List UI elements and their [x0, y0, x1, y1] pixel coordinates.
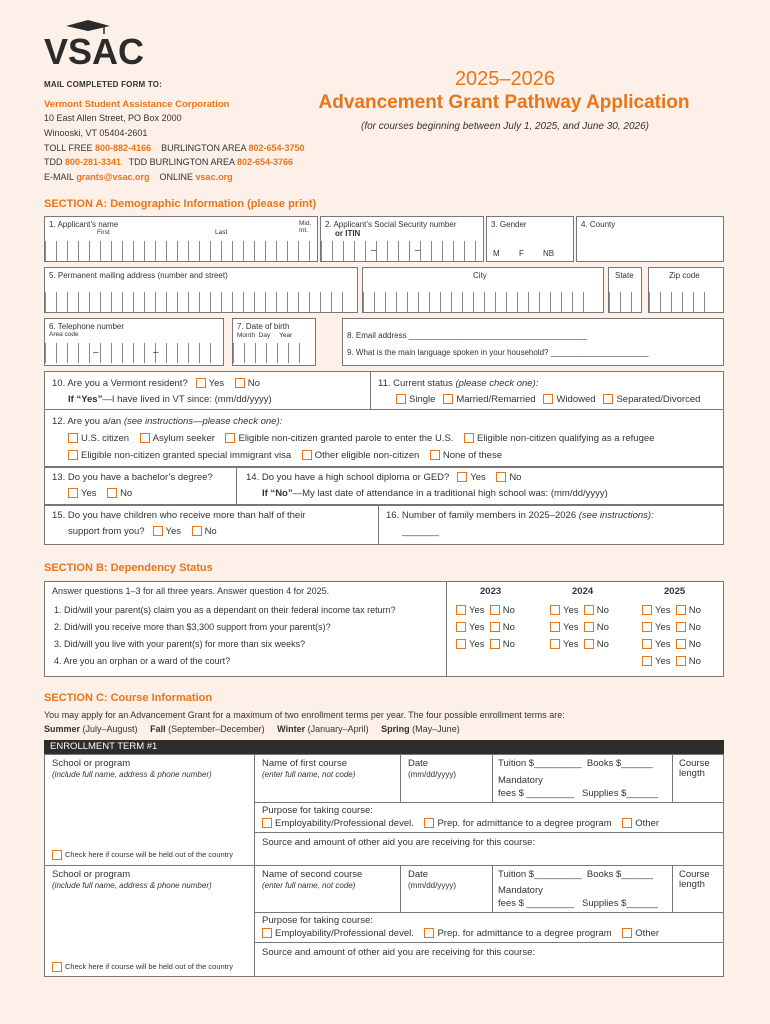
uscitizen-label: U.S. citizen — [81, 433, 130, 444]
tdd-burlington-number: 802-654-3766 — [236, 157, 294, 167]
status-married-checkbox[interactable] — [443, 394, 453, 404]
q5-label: 5. Permanent mailing address (number and street) — [49, 271, 228, 280]
q2b-label: or ITIN — [335, 229, 361, 238]
dep-q1-2025-no[interactable] — [676, 605, 686, 615]
zip-label: Zip code — [669, 271, 700, 280]
burlington-number: 802-654-3750 — [248, 143, 305, 153]
course1-length-label: Course — [679, 758, 710, 769]
dep-q4-2025-no[interactable] — [676, 656, 686, 666]
q15-yes-checkbox[interactable] — [153, 526, 163, 536]
gender-field[interactable] — [486, 216, 574, 262]
status-separated-label: Separated/Divorced — [616, 394, 701, 405]
course2-length-label: Course — [679, 869, 710, 880]
course2-date-format: (mm/dd/yyyy) — [408, 881, 456, 890]
course1-school-instr: (include full name, address & phone number) — [52, 770, 212, 779]
term-winter: Winter — [277, 724, 306, 734]
dep-q2-2023-no[interactable] — [490, 622, 500, 632]
city-field[interactable] — [362, 267, 604, 313]
parole-checkbox[interactable] — [225, 433, 235, 443]
tdd-label: TDD — [44, 157, 63, 167]
course2-name-label: Name of second course — [262, 869, 363, 880]
q14-row — [246, 472, 521, 483]
tdd-line — [44, 157, 293, 167]
status-separated-checkbox[interactable] — [603, 394, 613, 404]
course2-prep-checkbox[interactable] — [424, 928, 434, 938]
vsac-logo — [44, 20, 145, 72]
tdd-number: 800-281-3341 — [65, 157, 122, 167]
q10-no-label: No — [247, 378, 260, 389]
ssn-field[interactable]: 2. Applicant’s Social Security number or ITIN – – — [320, 216, 484, 262]
visa-checkbox[interactable] — [68, 450, 78, 460]
status-single-checkbox[interactable] — [396, 394, 406, 404]
q11-row — [378, 378, 538, 389]
q16-label: 16. Number of family members in 2025–2026 — [386, 510, 577, 521]
dep-q3-2025-no[interactable] — [676, 639, 686, 649]
refugee-checkbox[interactable] — [464, 433, 474, 443]
refugee-label: Eligible non-citizen qualifying as a refugee — [476, 433, 655, 444]
course2-outside-label: Check here if course will be held out of the country — [65, 962, 234, 971]
course1-other-checkbox[interactable] — [622, 818, 632, 828]
q13-yes-checkbox[interactable] — [68, 488, 78, 498]
org-name: Vermont Student Assistance Corporation — [44, 99, 230, 110]
dep-q3-2025: Yes No — [642, 639, 701, 650]
q13-no-label: No — [120, 488, 133, 499]
mid-label: Mid. Int. — [299, 220, 312, 234]
form-subtitle: (for courses beginning between July 1, 2025, and June 30, 2026) — [361, 121, 649, 132]
q10-no-checkbox[interactable] — [235, 378, 245, 388]
dep-q3-2023-yes[interactable] — [456, 639, 466, 649]
phone-line — [44, 143, 305, 153]
state-label: State — [615, 271, 634, 280]
term-spring-range: (May–June) — [412, 724, 460, 734]
q10-yes-checkbox[interactable] — [196, 378, 206, 388]
dep-q2-2023: Yes No — [456, 622, 515, 633]
visa-label: Eligible non-citizen granted special immigrant visa — [81, 450, 292, 461]
q11-options — [396, 394, 700, 405]
county-field[interactable] — [576, 216, 724, 262]
ssn-cells[interactable] — [321, 241, 486, 261]
course2-name-instr: (enter full name, not code) — [262, 881, 356, 890]
course1-costs-row2[interactable]: fees $ _________ Supplies $______ — [498, 788, 659, 799]
section-c-intro: You may apply for an Advancement Grant for a maximum of two enrollment terms per year. The four possible enrollment terms are: — [44, 710, 565, 720]
q14-no-checkbox[interactable] — [496, 472, 506, 482]
course1-name-instr: (enter full name, not code) — [262, 770, 356, 779]
dep-q3-2024-no[interactable] — [584, 639, 594, 649]
course1-name-label: Name of first course — [262, 758, 347, 769]
enrollment-term-bar: ENROLLMENT TERM #1 — [44, 740, 724, 754]
zip-field[interactable] — [648, 267, 724, 313]
section-a-title: SECTION A: Demographic Information (please print) — [44, 198, 317, 210]
q12-instr: (see instructions—please check one): — [123, 416, 283, 427]
course2-outside-checkbox[interactable] — [52, 962, 62, 972]
year-2025-header: 2025 — [664, 586, 686, 597]
dep-q3-2024: Yes No — [550, 639, 609, 650]
dep-q2-2024-no[interactable] — [584, 622, 594, 632]
dep-q2-2024-yes[interactable] — [550, 622, 560, 632]
dep-q1-2023: Yes No — [456, 605, 515, 616]
telephone-field[interactable]: 6. Telephone number Area code – – — [44, 318, 224, 366]
term-summer: Summer — [44, 724, 81, 734]
dep-q1-2023-yes[interactable] — [456, 605, 466, 615]
course2-source-label[interactable]: Source and amount of other aid you are receiving for this course: — [262, 947, 536, 958]
course2-costs-row1[interactable]: Tuition $_________ Books $______ — [498, 869, 653, 880]
tdd-burlington-label: TDD BURLINGTON AREA — [128, 157, 235, 167]
address-line-2: Winooski, VT 05404-2601 — [44, 128, 148, 138]
q14b-row[interactable] — [262, 488, 608, 499]
logo-text: VSAC — [44, 31, 145, 72]
dob-format-label: Month Day Year — [237, 332, 293, 339]
course2-purpose-options: Employability/Professional devel. Prep. for admittance to a degree program Other — [262, 928, 659, 939]
course2-purpose-label: Purpose for taking course: — [262, 915, 373, 926]
area-code-label: Area code — [49, 331, 79, 338]
parole-label: Eligible non-citizen granted parole to enter the U.S. — [238, 433, 454, 444]
course2-date-label: Date — [408, 869, 429, 880]
q15-no-checkbox[interactable] — [192, 526, 202, 536]
q6-label: 6. Telephone number — [49, 322, 125, 331]
email-link[interactable]: grants@vsac.org — [76, 172, 150, 182]
form-title: Advancement Grant Pathway Application — [318, 92, 690, 113]
q4-label: 4. County — [581, 220, 616, 229]
q10-row — [52, 378, 260, 389]
q13-options — [68, 488, 132, 499]
dep-q2-2023-yes[interactable] — [456, 622, 466, 632]
first-label: First — [97, 229, 110, 236]
q14-label: 14. Do you have a high school diploma or GED? — [246, 472, 450, 483]
course1-outside-checkbox[interactable] — [52, 850, 62, 860]
q15b-label: support from you? — [68, 526, 145, 537]
dep-q3-2025-yes[interactable] — [642, 639, 652, 649]
asylum-label: Asylum seeker — [152, 433, 215, 444]
other-noncitizen-checkbox[interactable] — [302, 450, 312, 460]
q10b-bold: If “Yes” — [68, 394, 103, 405]
dep-q4-2025-yes[interactable] — [642, 656, 652, 666]
gender-nb[interactable]: NB — [543, 249, 555, 258]
q11-label: 11. Current status — [378, 378, 453, 389]
asylum-checkbox[interactable] — [140, 433, 150, 443]
section-b-title: SECTION B: Dependency Status — [44, 562, 213, 574]
course1-purpose-label: Purpose for taking course: — [262, 805, 373, 816]
dep-q2-2025-no[interactable] — [676, 622, 686, 632]
status-widowed-checkbox[interactable] — [543, 394, 553, 404]
none-label: None of these — [442, 450, 502, 461]
q15-yes-label: Yes — [165, 526, 181, 537]
name-cells[interactable] — [45, 241, 320, 261]
q13-yes-label: Yes — [81, 488, 97, 499]
q14b-label: —My last date of attendance in a traditional high school was: (mm/dd/yyyy) — [292, 488, 608, 499]
term-spring: Spring — [381, 724, 410, 734]
dep-q3-2023: Yes No — [456, 639, 515, 650]
course1-length-label2: length — [679, 768, 705, 779]
online-label: ONLINE — [159, 172, 194, 182]
dep-q1-2025: Yes No — [642, 605, 701, 616]
q10-yes-label: Yes — [208, 378, 225, 389]
state-field[interactable] — [608, 267, 642, 313]
burlington-label: BURLINGTON AREA — [161, 143, 246, 153]
course1-outside-row — [52, 850, 233, 860]
q7-label: 7. Date of birth — [237, 322, 290, 331]
q10-label: 10. Are you a Vermont resident? — [52, 378, 188, 389]
dep-q4-label: 4. Are you an orphan or a ward of the court? — [54, 656, 231, 666]
course1-school-label: School or program — [52, 758, 131, 769]
applicant-name-field[interactable] — [44, 216, 318, 262]
term-winter-range: (January–April) — [307, 724, 369, 734]
q14-yes-label: Yes — [470, 472, 486, 483]
course2-other-checkbox[interactable] — [622, 928, 632, 938]
email-label: E-MAIL — [44, 172, 74, 182]
q16-blank[interactable]: _______ — [402, 526, 439, 537]
email-line — [44, 172, 233, 182]
q15-label: 15. Do you have children who receive more than half of their — [52, 510, 306, 521]
gender-f[interactable]: F — [519, 249, 524, 258]
q13-no-checkbox[interactable] — [107, 488, 117, 498]
terms-line — [44, 724, 460, 734]
course1-date-format: (mm/dd/yyyy) — [408, 770, 456, 779]
term-summer-range: (July–August) — [82, 724, 138, 734]
q11-instr: (please check one): — [455, 378, 539, 389]
dep-q1-2023-no[interactable] — [490, 605, 500, 615]
q10b-label: —I have lived in VT since: (mm/dd/yyyy) — [102, 394, 272, 405]
email-language-field[interactable] — [342, 318, 724, 366]
dep-q1-2024-yes[interactable] — [550, 605, 560, 615]
q12-row — [52, 416, 282, 427]
course1-mandatory-label: Mandatory — [498, 775, 543, 786]
dep-q3-2023-no[interactable] — [490, 639, 500, 649]
course1-source-label[interactable]: Source and amount of other aid you are receiving for this course: — [262, 837, 536, 848]
q9-label[interactable]: 9. What is the main language spoken in your household? ______________________ — [347, 348, 649, 357]
dep-q3-2024-yes[interactable] — [550, 639, 560, 649]
course1-date-label: Date — [408, 758, 429, 769]
dep-q2-label: 2. Did/will you receive more than $3,300 support from your parent(s)? — [54, 622, 331, 632]
q15-no-label: No — [204, 526, 217, 537]
dependency-intro: Answer questions 1–3 for all three years. Answer question 4 for 2025. — [52, 586, 330, 596]
year-2024-header: 2024 — [572, 586, 594, 597]
q14-yes-checkbox[interactable] — [457, 472, 467, 482]
section-c-title: SECTION C: Course Information — [44, 692, 213, 704]
q10b-row[interactable] — [68, 394, 272, 405]
last-label: Last — [215, 229, 228, 236]
course2-employ-checkbox[interactable] — [262, 928, 272, 938]
q14b-bold: If “No” — [262, 488, 293, 499]
course1-employ-checkbox[interactable] — [262, 818, 272, 828]
status-single-label: Single — [409, 394, 436, 405]
course2-mandatory-label: Mandatory — [498, 885, 543, 896]
dep-q1-2024-no[interactable] — [584, 605, 594, 615]
q8-label[interactable]: 8. Email address ________________________________________ — [347, 331, 587, 340]
q12-options-1 — [68, 433, 654, 444]
course1-costs-row1[interactable]: Tuition $_________ Books $______ — [498, 758, 653, 769]
course1-outside-label: Check here if course will be held out of the country — [65, 850, 234, 859]
course2-outside-row — [52, 962, 233, 972]
status-widowed-label: Widowed — [556, 394, 596, 405]
q3-label: 3. Gender — [491, 220, 527, 229]
q14-no-label: No — [509, 472, 522, 483]
mail-heading: MAIL COMPLETED FORM TO: — [44, 80, 163, 89]
q15-row2 — [68, 526, 217, 537]
course1-prep-checkbox[interactable] — [424, 818, 434, 828]
tollfree-label: TOLL FREE — [44, 143, 93, 153]
q13-label: 13. Do you have a bachelor’s degree? — [52, 472, 213, 483]
q12-options-2 — [68, 450, 502, 461]
dep-q4-2025: Yes No — [642, 656, 701, 667]
year-2023-header: 2023 — [480, 586, 502, 597]
course2-school-label: School or program — [52, 869, 131, 880]
none-checkbox[interactable] — [430, 450, 440, 460]
other-noncitizen-label: Other eligible non-citizen — [314, 450, 420, 461]
status-married-label: Married/Remarried — [456, 394, 536, 405]
tollfree-number: 800-882-4166 — [95, 143, 152, 153]
dep-q3-label: 3. Did/will you live with your parent(s) for more than six weeks? — [54, 639, 306, 649]
course1-purpose-options: Employability/Professional devel. Prep. for admittance to a degree program Other — [262, 818, 659, 829]
street-field[interactable] — [44, 267, 358, 313]
course2-costs-row2[interactable]: fees $ _________ Supplies $______ — [498, 898, 659, 909]
gender-m[interactable]: M — [493, 249, 500, 258]
course2-school-instr: (include full name, address & phone number) — [52, 881, 212, 890]
online-link[interactable]: vsac.org — [195, 172, 233, 182]
q12-label: 12. Are you a/an — [52, 416, 122, 427]
address-line-1: 10 East Allen Street, PO Box 2000 — [44, 113, 182, 123]
q1-label: 1. Applicant’s name — [49, 220, 119, 229]
dep-q1-2024: Yes No — [550, 605, 609, 616]
term-fall: Fall — [150, 724, 166, 734]
dep-q1-label: 1. Did/will your parent(s) claim you as a dependant on their federal income tax return? — [54, 605, 396, 615]
course2-length-label2: length — [679, 879, 705, 890]
form-year: 2025–2026 — [454, 68, 556, 90]
dob-field[interactable] — [232, 318, 316, 366]
term-fall-range: (September–December) — [168, 724, 265, 734]
uscitizen-checkbox[interactable] — [68, 433, 78, 443]
q16-row — [386, 510, 654, 521]
dep-q2-2024: Yes No — [550, 622, 609, 633]
dep-q1-2025-yes[interactable] — [642, 605, 652, 615]
q16-instr: (see instructions): — [578, 510, 654, 521]
q2-label: 2. Applicant’s Social Security number — [325, 220, 457, 229]
city-label: City — [473, 271, 487, 280]
dep-q2-2025-yes[interactable] — [642, 622, 652, 632]
dep-q2-2025: Yes No — [642, 622, 701, 633]
